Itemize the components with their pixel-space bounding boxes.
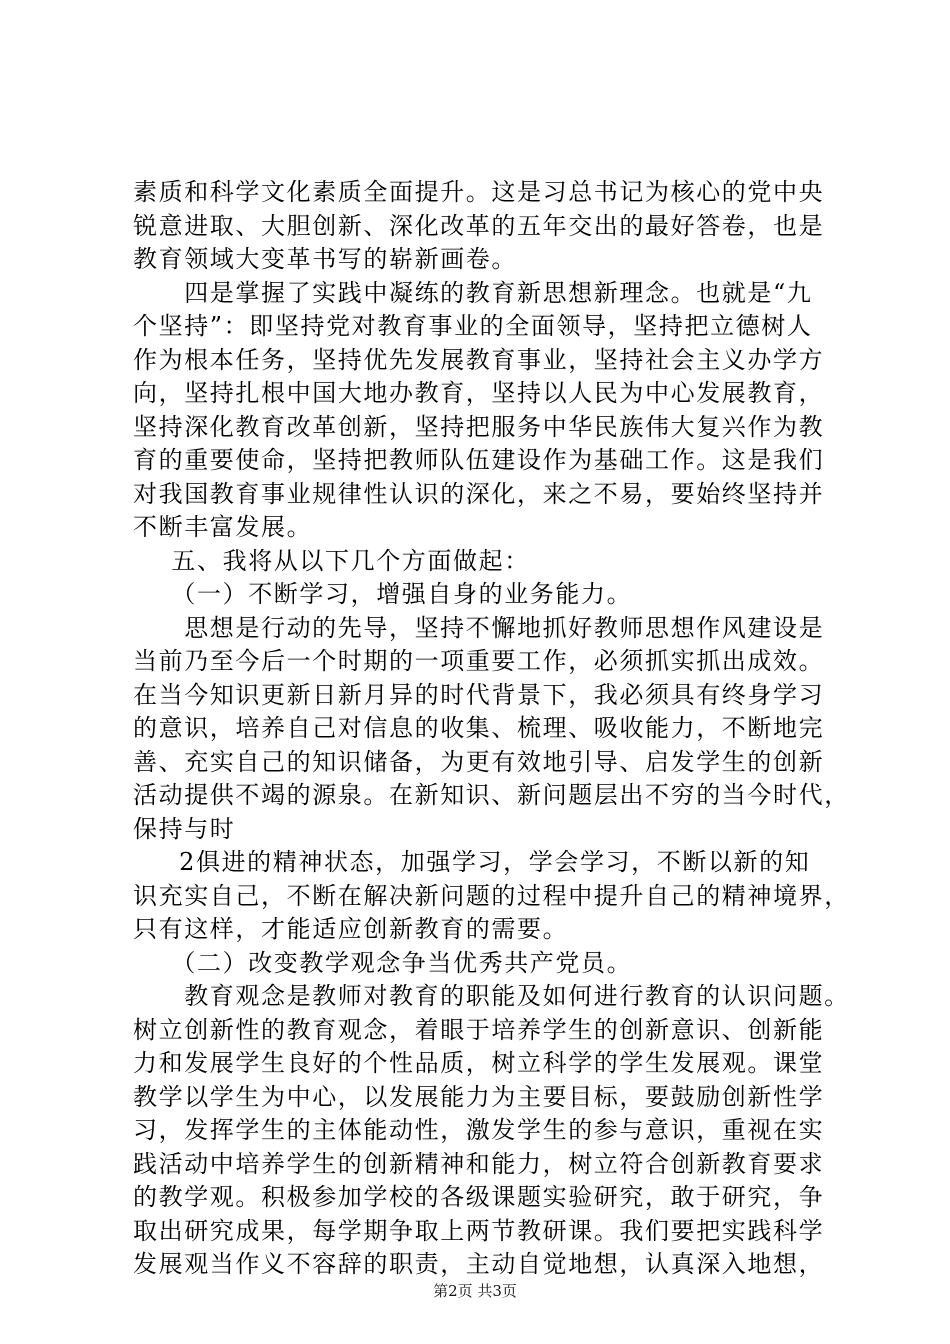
text-line: （一）不断学习，增强自身的业务能力。 — [171, 580, 633, 608]
text-line: 习，发挥学生的主体能动性，激发学生的参与意识，重视在实 — [133, 1116, 825, 1144]
text-line: 思想是行动的先导，坚持不懈地抓好教师思想作风建设是 — [184, 613, 825, 642]
text-line: 教育领域大变革书写的崭新画卷。 — [133, 245, 517, 273]
text-line: 不断丰富发展。 — [133, 513, 313, 541]
body-text — [133, 176, 850, 1282]
page-footer: 第2页 共3页 — [433, 1282, 517, 1300]
text-line: 只有这样，才能适应创新教育的需要。 — [133, 915, 569, 943]
text-line: 发展观当作义不容辞的职责，主动自觉地想，认真深入地想， — [133, 1250, 825, 1278]
text-line: （二）改变教学观念争当优秀共产党员。 — [171, 948, 633, 977]
text-line: 的意识，培养自己对信息的收集、梳理、吸收能力，不断地完 — [133, 714, 825, 742]
text-line: 取出研究成果，每学期争取上两节教研课。我们要把实践科学 — [133, 1216, 825, 1245]
text-line: 保持与时 — [133, 814, 236, 843]
text-line: 活动提供不竭的源泉。在新知识、新问题层出不穷的当今时代， — [133, 781, 850, 809]
text-line: 向，坚持扎根中国大地办教育，坚持以人民为中心发展教育， — [133, 379, 825, 407]
text-line: 践活动中培养学生的创新精神和能力，树立符合创新教育要求 — [133, 1149, 825, 1178]
text-line: 当前乃至今后一个时期的一项重要工作，必须抓实抓出成效。 — [133, 647, 825, 675]
text-line: 对我国教育事业规律性认识的深化，来之不易，要始终坚持并 — [133, 479, 825, 508]
text-line: 作为根本任务，坚持优先发展教育事业，坚持社会主义办学方 — [133, 345, 825, 374]
text-line: 2俱进的精神状态，加强学习，学会学习，不断以新的知 — [179, 848, 811, 876]
text-line: 锐意进取、大胆创新、深化改革的五年交出的最好答卷，也是 — [133, 211, 825, 240]
text-line: 四是掌握了实践中凝练的教育新思想新理念。也就是“九 — [184, 278, 813, 307]
text-line: 善、充实自己的知识储备，为更有效地引导、启发学生的创新 — [133, 747, 825, 776]
text-line: 五、我将从以下几个方面做起： — [171, 546, 530, 575]
text-line: 识充实自己，不断在解决新问题的过程中提升自己的精神境界， — [133, 881, 850, 910]
text-line: 坚持深化教育改革创新，坚持把服务中华民族伟大复兴作为教 — [133, 412, 825, 441]
text-line: 教学以学生为中心，以发展能力为主要目标，要鼓励创新性学 — [133, 1082, 825, 1111]
text-line: 个坚持”：即坚持党对教育事业的全面领导，坚持把立德树人 — [133, 312, 813, 340]
text-line: 在当今知识更新日新月异的时代背景下，我必须具有终身学习 — [133, 680, 825, 709]
text-line: 树立创新性的教育观念，着眼于培养学生的创新意识、创新能 — [133, 1015, 825, 1044]
text-line: 教育观念是教师对教育的职能及如何进行教育的认识问题。 — [184, 982, 850, 1010]
text-line: 力和发展学生良好的个性品质，树立科学的学生发展观。课堂 — [133, 1049, 825, 1077]
text-line: 素质和科学文化素质全面提升。这是习总书记为核心的党中央 — [133, 178, 825, 206]
text-line: 的教学观。积极参加学校的各级课题实验研究，敢于研究，争 — [133, 1183, 825, 1211]
text-line: 育的重要使命，坚持把教师队伍建设作为基础工作。这是我们 — [133, 446, 825, 474]
